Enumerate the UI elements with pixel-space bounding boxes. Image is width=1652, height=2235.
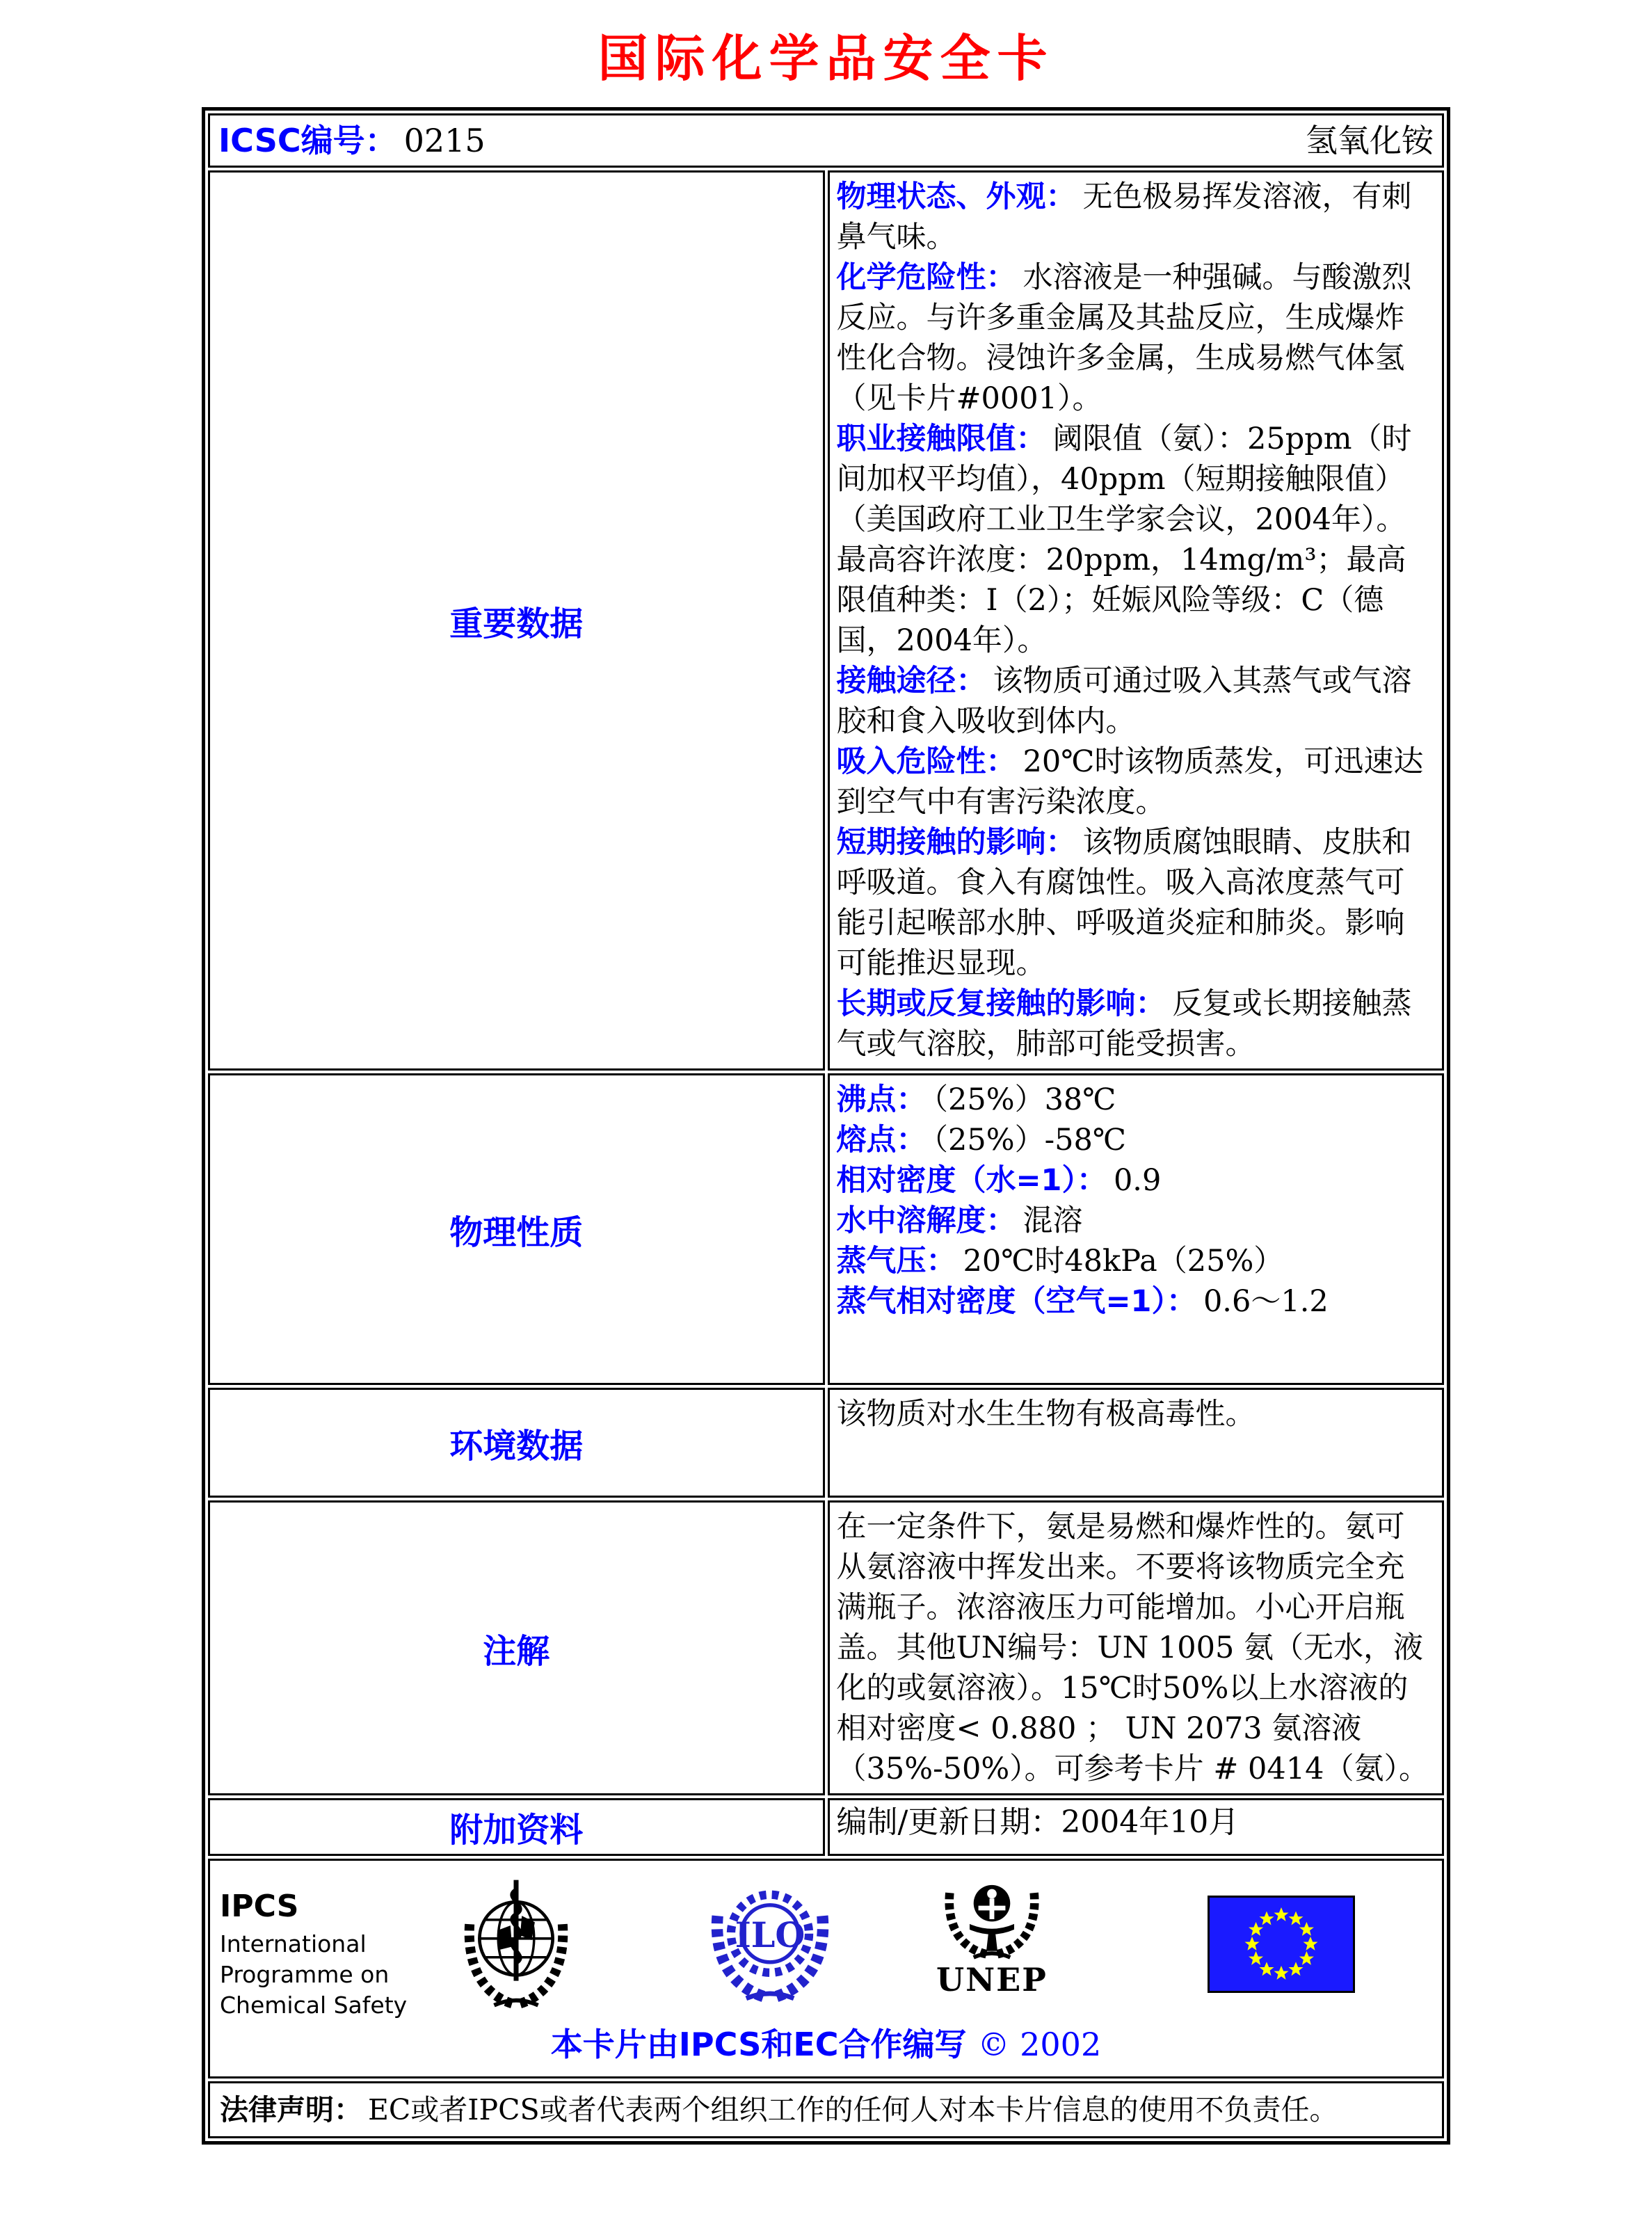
- who-logo-icon: [463, 1875, 569, 2014]
- important-item: [837, 822, 1430, 984]
- important-item: [837, 419, 1430, 661]
- important-data-content-cell: [828, 170, 1445, 1071]
- svg-text:ILO: ILO: [735, 1914, 805, 1955]
- header-row: [208, 113, 1444, 168]
- substance-name: 氢氧化铵: [1306, 122, 1434, 159]
- notes-text: 在一定条件下，氨是易燃和爆炸性的。氨可从氨溶液中挥发出来。不要将该物质完全充满瓶子。浓溶液压力可能增加。小心开启瓶盖。其他UN编号：UN 1005 氨（无水，液化的或氨溶液）。15℃时50%以上水溶液的相对密度< 0.880 ； UN 2073 氨溶液（35%-50%）。可参考卡片 # 0414（氨）。: [836, 1509, 1429, 1786]
- environmental-data-text: 该物质对水生生物有极高毒性。: [836, 1397, 1256, 1432]
- environmental-data-row: [208, 1388, 1444, 1498]
- physical-item: [837, 1201, 1430, 1241]
- item-text: 混溶: [1023, 1203, 1083, 1238]
- footer-caption: [210, 2019, 1442, 2076]
- icsc-number-label: ICSC编号：: [218, 122, 397, 159]
- important-data-row: [208, 170, 1444, 1071]
- item-term: 长期或反复接触的影响：: [836, 986, 1166, 1021]
- caption-copyright: © 2002: [977, 2026, 1102, 2063]
- icsc-number-value: 0215: [403, 122, 486, 159]
- item-term: 吸入危险性：: [836, 744, 1016, 779]
- environmental-data-content-cell: [828, 1388, 1445, 1498]
- physical-item: [837, 1080, 1430, 1120]
- item-text: 该物质腐蚀眼睛、皮肤和呼吸道。食入有腐蚀性。吸入高浓度蒸气可能引起喉部水肿、呼吸道炎症和肺炎。影响可能推迟显现。: [836, 825, 1412, 981]
- item-term: 蒸气相对密度（空气=1）：: [836, 1284, 1196, 1319]
- icsc-number-group: [218, 121, 486, 160]
- legal-text: EC或者IPCS或者代表两个组织工作的任何人对本卡片信息的使用不负责任。: [368, 2093, 1338, 2126]
- item-text: 0.6～1.2: [1203, 1284, 1329, 1319]
- item-term: 接触途径：: [836, 664, 986, 698]
- header-cell: [208, 113, 1444, 168]
- item-text: （25%）38℃: [933, 1082, 1116, 1117]
- legal-cell: [208, 2081, 1444, 2138]
- item-text: 阈限值（氨）：25ppm（时间加权平均值），40ppm（短期接触限值）（美国政府工业卫生学家会议，2004年）。最高容许浓度：20ppm，14mg/m³；最高限值种类：I（2）；妊娠风险等级：C（德国，2004年）。: [836, 422, 1412, 658]
- important-item: [837, 742, 1430, 822]
- unep-block: [936, 1875, 1048, 1998]
- ilo-logo-icon: [708, 1875, 832, 2004]
- item-term: 熔点：: [836, 1123, 927, 1157]
- section-label-important: 重要数据: [208, 170, 825, 1071]
- item-term: 相对密度（水=1）：: [836, 1163, 1107, 1198]
- important-item: [837, 177, 1430, 257]
- important-item: [837, 984, 1430, 1064]
- ipcs-subtitle-line: Programme on: [220, 1961, 390, 1988]
- logos-cell: [208, 1859, 1444, 2078]
- item-text: 该物质可通过吸入其蒸气或气溶胶和食入吸收到体内。: [836, 664, 1412, 739]
- caption-text: 本卡片由IPCS和EC合作编写: [550, 2026, 967, 2063]
- physical-item: [837, 1120, 1430, 1160]
- physical-item: [837, 1281, 1430, 1322]
- legal-label: 法律声明：: [220, 2093, 362, 2126]
- eu-flag-icon: [1208, 1896, 1355, 1993]
- physical-item: [837, 1241, 1430, 1281]
- additional-info-row: [208, 1798, 1444, 1856]
- ipcs-subtitle-line: Chemical Safety: [220, 1992, 408, 2019]
- ipcs-title: IPCS: [220, 1889, 299, 1924]
- physical-properties-content-cell: [828, 1073, 1445, 1385]
- section-label-additional: 附加资料: [208, 1798, 825, 1856]
- item-text: 20℃时48kPa（25%）: [963, 1244, 1284, 1279]
- additional-info-text: 编制/更新日期：2004年10月: [836, 1804, 1240, 1840]
- item-text: 0.9: [1113, 1163, 1162, 1198]
- item-text: 20℃时该物质蒸发，可迅速达到空气中有害污染浓度。: [836, 744, 1424, 819]
- additional-info-content-cell: [828, 1798, 1445, 1856]
- item-term: 物理状态、外观：: [836, 179, 1076, 214]
- item-term: 短期接触的影响：: [836, 825, 1076, 860]
- item-text: 反复或长期接触蒸气或气溶胶，肺部可能受损害。: [836, 986, 1412, 1062]
- item-text: 无色极易挥发溶液，有刺鼻气味。: [836, 179, 1412, 255]
- ipcs-subtitle-line: International: [220, 1930, 367, 1957]
- item-term: 化学危险性：: [836, 260, 1016, 295]
- section-label-notes: 注解: [208, 1500, 825, 1795]
- item-term: 职业接触限值：: [836, 422, 1046, 456]
- icsc-card-table: [202, 107, 1450, 2145]
- item-term: 水中溶解度：: [836, 1203, 1016, 1238]
- page-title: 国际化学品安全卡: [598, 29, 1054, 88]
- section-label-environment: 环境数据: [208, 1388, 825, 1498]
- important-item: [837, 661, 1430, 742]
- section-label-physical: 物理性质: [208, 1073, 825, 1385]
- notes-content-cell: [828, 1500, 1445, 1795]
- important-item: [837, 257, 1430, 419]
- legal-row: [208, 2081, 1444, 2138]
- unep-label: UNEP: [936, 1961, 1048, 1998]
- unep-logo-icon: [940, 1875, 1044, 1964]
- logos-row: [208, 1859, 1444, 2078]
- physical-properties-row: [208, 1073, 1444, 1385]
- item-text: （25%）-58℃: [933, 1123, 1126, 1157]
- item-term: 蒸气压：: [836, 1244, 956, 1279]
- ipcs-block: [220, 1875, 422, 2021]
- notes-row: [208, 1500, 1444, 1795]
- item-term: 沸点：: [836, 1082, 927, 1117]
- physical-item: [837, 1160, 1430, 1201]
- item-text: 水溶液是一种强碱。与酸激烈反应。与许多重金属及其盐反应，生成爆炸性化合物。浸蚀许多金属，生成易燃气体氢（见卡片#0001）。: [836, 260, 1412, 416]
